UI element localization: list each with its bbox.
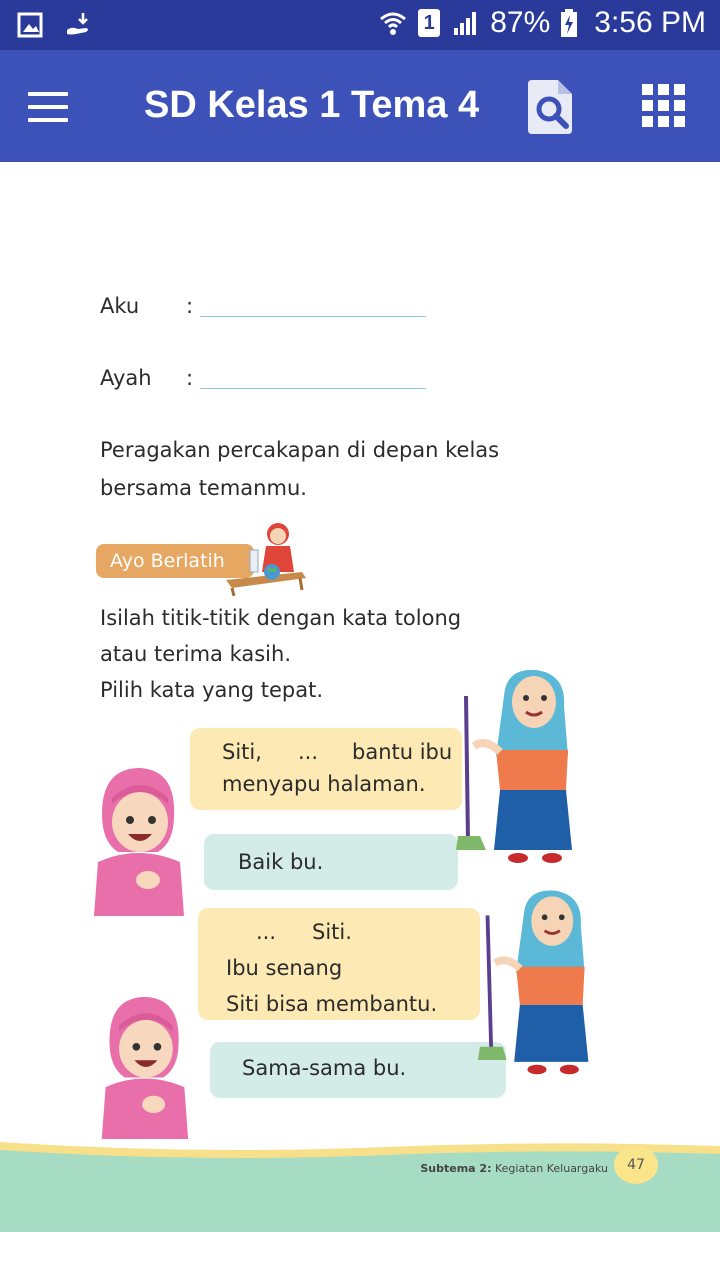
apps-grid-icon[interactable] [642, 84, 686, 128]
clock: 3:56 PM [594, 6, 706, 39]
book-page[interactable] [0, 162, 720, 1232]
child-speech-bubble-2 [210, 1042, 506, 1098]
status-bar [0, 0, 720, 50]
mother-speech-bubble-1 [190, 728, 462, 810]
field-label-aku: Aku [100, 294, 140, 318]
instruction-line: Peragakan percakapan di depan kelas [100, 438, 500, 462]
download-hand-icon [64, 10, 94, 40]
siti-girl-illustration [96, 990, 192, 1142]
app-title: SD Kelas 1 Tema 4 [144, 84, 480, 126]
answer-line-ayah [200, 388, 426, 389]
subtema-title: Kegiatan Keluargaku [495, 1162, 608, 1175]
page-number: 47 [614, 1146, 658, 1184]
bubble-text: Sama-sama bu. [242, 1056, 407, 1080]
bubble-text: menyapu halaman. [222, 772, 426, 796]
bubble-text: Baik bu. [238, 850, 324, 874]
field-separator: : [186, 366, 194, 390]
field-label-ayah: Ayah [100, 366, 152, 390]
mother-speech-bubble-2 [198, 908, 480, 1020]
gallery-notification-icon [16, 10, 46, 40]
exercise-line: atau terima kasih. [100, 642, 291, 666]
student-at-desk-illustration [222, 520, 308, 596]
subtema-caption [420, 1162, 608, 1175]
field-separator: : [186, 294, 194, 318]
wifi-icon [378, 8, 408, 38]
signal-strength-icon [450, 8, 480, 38]
mother-with-broom-illustration [456, 666, 580, 866]
mother-with-broom-illustration [478, 882, 596, 1082]
app-bar [0, 50, 720, 162]
instruction-line: bersama temanmu. [100, 476, 307, 500]
child-speech-bubble-1 [204, 834, 458, 890]
battery-charging-icon [560, 8, 578, 38]
footer-wave [0, 1140, 720, 1232]
exercise-line: Pilih kata yang tepat. [100, 678, 324, 702]
bubble-text: Siti. [312, 920, 352, 944]
battery-percent: 87% [490, 6, 551, 39]
exercise-line: Isilah titik-titik dengan kata tolong [100, 606, 462, 630]
bubble-text: Ibu senang [226, 956, 343, 980]
sim-slot-indicator: 1 [418, 9, 440, 37]
siti-girl-illustration [88, 764, 188, 916]
answer-line-aku [200, 316, 426, 317]
blank-placeholder: ... [256, 920, 277, 944]
ayo-berlatih-badge: Ayo Berlatih [96, 544, 254, 578]
subtema-label: Subtema 2: [420, 1162, 492, 1175]
menu-button[interactable] [28, 92, 68, 122]
bubble-text: Siti bisa membantu. [226, 992, 438, 1016]
blank-placeholder: ... [298, 740, 319, 764]
bubble-text: bantu ibu [352, 740, 453, 764]
search-document-icon[interactable] [528, 80, 576, 134]
bubble-text: Siti, [222, 740, 262, 764]
